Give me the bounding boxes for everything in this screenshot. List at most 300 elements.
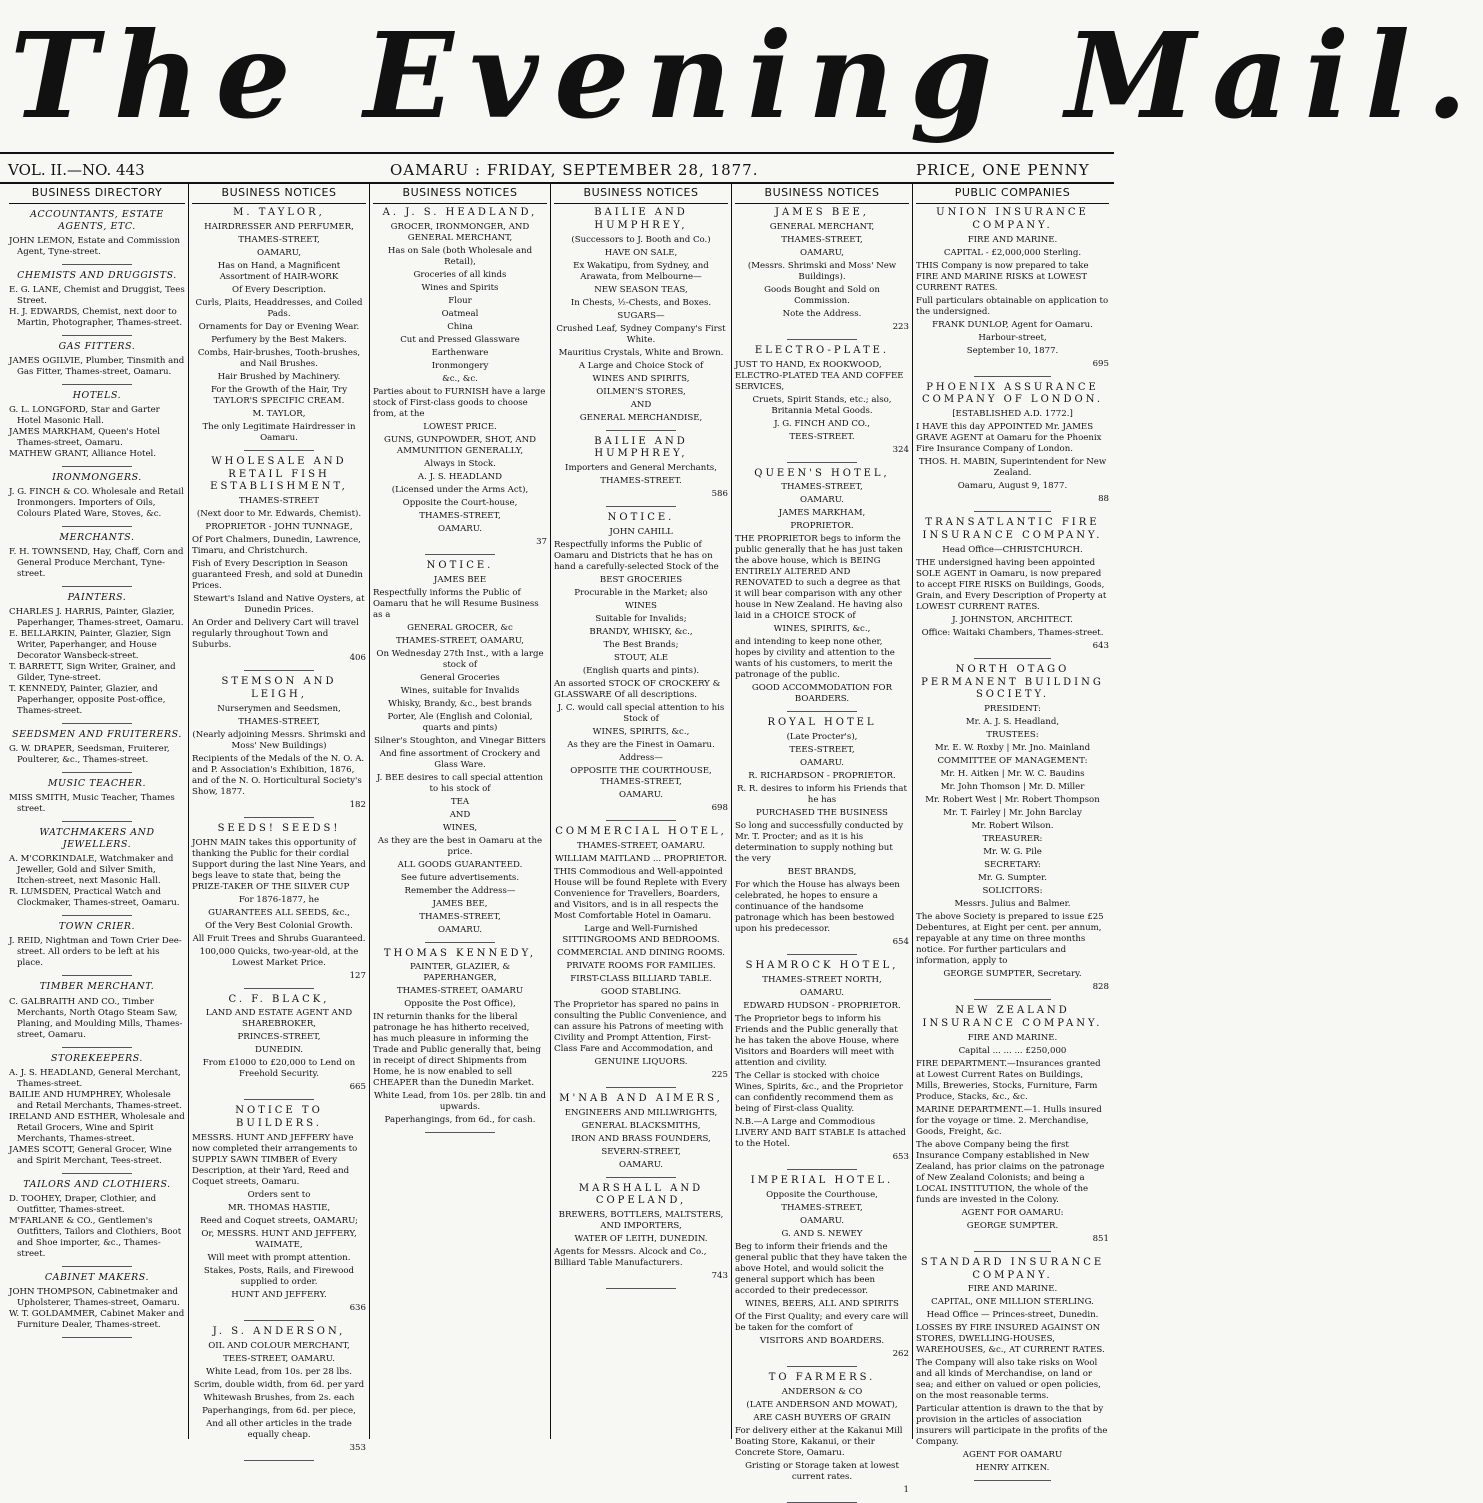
divider — [425, 554, 495, 555]
advertisement-line: AND — [449, 809, 471, 820]
directory-entry: E. BELLARKIN, Painter, Glazier, Sign Writer, Paperhanger, and House Decorator Wansbeck-street. — [9, 629, 172, 662]
advertisement-title: STANDARD INSURANCE COMPANY. — [920, 1256, 1105, 1281]
advertisement-line: Gristing or Storage taken at lowest current rates. — [745, 1460, 899, 1482]
advertisement-title: JAMES BEE, — [775, 207, 869, 219]
advertisement-line: BEST GROCERIES — [599, 575, 683, 586]
columns — [6, 184, 1112, 1495]
advertisement-line: J. C. would call special attention to his Stock of — [557, 703, 725, 725]
directory-section — [9, 1179, 185, 1260]
divider — [62, 723, 132, 724]
advertisement-line: JAMES BEE — [433, 574, 487, 585]
directory-entry: G. W. DRAPER, Seedsman, Fruiterer, Poulterer, &c., Thames-street. — [9, 744, 170, 766]
advertisement-line: BRANDY, WHISKY, &c., — [589, 627, 693, 638]
directory-section — [9, 532, 185, 580]
directory-entry: M'FARLANE & CO., Gentlemen's Outfitters, Tailors and Clothiers, Boot and Shoe importer, &c., Thames-street. — [9, 1215, 182, 1259]
directory-entry: W. T. GOLDAMMER, Cabinet Maker and Furniture Dealer, Thames-street. — [9, 1308, 185, 1330]
advertisement-line: Paperhangings, from 6d., for cash. — [384, 1115, 536, 1126]
advertisement-line: Has on Sale (both Wholesale and Retail), — [387, 245, 533, 267]
directory-section-title: STOREKEEPERS. — [50, 1052, 144, 1064]
advertisement-line: White Lead, from 10s. per 28lb. tin and upwards. — [373, 1091, 547, 1113]
advertisement-line: Always in Stock. — [424, 458, 496, 469]
directory-section — [9, 209, 185, 258]
advertisement-line: GEORGE SUMPTER. — [966, 1220, 1059, 1231]
advertisement-line: Parties about to FURNISH have a large stock of First-class goods to choose from, at the — [373, 386, 546, 419]
advertisement-line: WINES — [625, 601, 657, 612]
directory-section — [9, 827, 185, 909]
advertisement-line: M. TAYLOR, — [252, 408, 306, 419]
advertisement-line: Silner's Stoughton, and Vinegar Bitters — [374, 735, 546, 746]
advertisement-line: Ex Wakatipu, from Sydney, and Arawata, from Melbourne— — [573, 260, 709, 282]
divider — [606, 820, 676, 821]
advertisement-line: The Company will also take risks on Wool and all kinds of Merchandise, on land or sea; and either on valued or open policies, on the most reasonable terms. — [916, 1358, 1101, 1402]
divider — [787, 339, 857, 340]
column-business-notices-2 — [370, 184, 551, 1439]
advertisement-line: As they are the best in Oamaru at the price. — [377, 835, 543, 857]
advertisement-line: THIS Company is now prepared to take FIRE AND MARINE RISKS at LOWEST CURRENT RATES. — [916, 260, 1089, 293]
advertisement-line: WATER OF LEITH, DUNEDIN. — [574, 1234, 708, 1245]
advertisement-title: BAILIE AND HUMPHREY, — [594, 435, 688, 460]
divider — [62, 915, 132, 916]
advertisement-line: PROPRIETOR - JOHN TUNNAGE, — [205, 522, 353, 533]
advertisement-line: The Cellar is stocked with choice Wines, Spirits, &c., and the Proprietor can confidently recommend them as being of First-class Quality. — [735, 1071, 903, 1115]
advertisement-line: So long and successfully conducted by Mr. T. Procter; and as it is his determination to supply nothing but the very — [735, 821, 904, 865]
advertisement-line: Oamaru, August 9, 1877. — [957, 481, 1068, 492]
advertisement-line: HENRY AITKEN. — [975, 1463, 1050, 1474]
advertisement-title: SEEDS! SEEDS! — [217, 822, 341, 834]
directory-entry: BAILIE AND HUMPHREY, Wholesale and Retail Merchants, Thames-street. — [9, 1089, 182, 1111]
advertisement-line: GENERAL MERCHANDISE, — [579, 412, 703, 423]
advertisement-line: THAMES-STREET NORTH, — [762, 975, 882, 986]
advertisement-line: Cruets, Spirit Stands, etc.; also, Britannia Metal Goods. — [752, 394, 892, 416]
issue-date: OAMARU : FRIDAY, SEPTEMBER 28, 1877. — [390, 161, 759, 179]
directory-entry: C. GALBRAITH AND CO., Timber Merchants, North Otago Steam Saw, Planing, and Moulding Mills, Thames-street, Oamaru. — [9, 996, 183, 1040]
advertisement-line: WINES, SPIRITS, &c., — [592, 727, 690, 738]
advertisement-line: FIRE AND MARINE. — [967, 1284, 1058, 1295]
advertisement-line: Suitable for Invalids; — [595, 614, 687, 625]
advertisement-line: NEW SEASON TEAS, — [594, 284, 688, 295]
advertisement-title: MARSHALL AND COPELAND, — [578, 1182, 704, 1207]
advertisement-line: Combs, Hair-brushes, Tooth-brushes, and Nail Brushes. — [197, 347, 361, 369]
advertisement-line: [ESTABLISHED A.D. 1772.] — [952, 409, 1073, 420]
advertisement-line: THAMES-STREET, — [781, 482, 863, 493]
advertisement-line: Office: Waitaki Chambers, Thames-street. — [921, 627, 1104, 638]
advertisement-line: BEST BRANDS, — [787, 867, 857, 878]
directory-section — [9, 778, 185, 815]
advertisement — [916, 1005, 1109, 1245]
advertisement-line: THAMES-STREET, OAMARU, — [395, 635, 525, 646]
divider — [62, 384, 132, 385]
advertisement-line: PROPRIETOR. — [790, 521, 854, 532]
advertisement-line: THIS Commodious and Well-appointed House will be found Replete with Every Convenience for Travellers, Boarders, and Visitors, and is in all respects the Most Comfortable Hotel in Oamaru. — [554, 866, 727, 921]
advertisement-line: PRINCES-STREET, — [237, 1032, 321, 1043]
advertisement-line: TEES-STREET, OAMARU. — [223, 1353, 335, 1364]
advertisement-line: In Chests, ½-Chests, and Boxes. — [570, 297, 712, 308]
advertisement-number: 828 — [1092, 982, 1109, 993]
advertisement-line: WILLIAM MAITLAND ... PROPRIETOR. — [554, 853, 728, 864]
advertisement — [554, 826, 728, 1081]
directory-section — [9, 592, 185, 717]
advertisement-line: (Licensed under the Arms Act), — [391, 484, 529, 495]
advertisement-line: (Successors to J. Booth and Co.) — [571, 234, 711, 245]
advertisement-line: OILMEN'S STORES, — [596, 386, 686, 397]
column-heading: PUBLIC COMPANIES — [916, 184, 1109, 204]
advertisement — [735, 207, 909, 333]
advertisement — [735, 345, 909, 456]
advertisement-line: SEVERN-STREET, — [601, 1146, 681, 1157]
advertisement-line: General Groceries — [420, 672, 500, 683]
advertisement-line: Wines, suitable for Invalids — [400, 685, 520, 696]
column-heading: BUSINESS NOTICES — [192, 184, 366, 204]
advertisement-line: Ironmongery — [431, 360, 489, 371]
advertisement-line: Head Office—CHRISTCHURCH. — [942, 544, 1083, 555]
advertisement-line: The above Society is prepared to issue £25 Debentures, at Eight per cent. per annum, repayable at any time on three months notice. For further particulars and information, apply to — [916, 912, 1104, 967]
column-heading: BUSINESS NOTICES — [373, 184, 547, 204]
advertisement — [373, 207, 547, 548]
directory-section — [9, 921, 185, 969]
advertisement-line: For 1876-1877, he — [238, 894, 320, 905]
divider — [62, 1047, 132, 1048]
advertisement-line: OIL AND COLOUR MERCHANT, — [208, 1340, 350, 1351]
divider — [244, 1099, 314, 1100]
advertisement-line: Mr. W. G. Pile — [983, 847, 1042, 858]
advertisement-number: 636 — [349, 1303, 366, 1314]
advertisement — [192, 1105, 366, 1314]
advertisement — [735, 717, 909, 948]
advertisement-line: Opposite the Post Office), — [404, 999, 516, 1010]
directory-section-title: TIMBER MERCHANT. — [39, 981, 155, 993]
advertisement-line: Crushed Leaf, Sydney Company's First White. — [556, 323, 726, 345]
advertisement-line: The Best Brands; — [603, 640, 679, 651]
masthead — [0, 0, 1483, 152]
advertisement — [916, 382, 1109, 506]
advertisement-line: Large and Well-Furnished SITTINGROOMS AND BEDROOMS. — [562, 923, 720, 945]
directory-section — [9, 981, 185, 1040]
advertisement-line: MR. THOMAS HASTIE, — [227, 1203, 331, 1214]
advertisement-line: (Next door to Mr. Edwards, Chemist). — [196, 509, 362, 520]
advertisement-line: AGENT FOR OAMARU: — [961, 1207, 1064, 1218]
advertisement-line: WINES, BEERS, ALL AND SPIRITS — [745, 1298, 899, 1309]
advertisement — [373, 560, 547, 936]
advertisement-line: OAMARU. — [800, 495, 844, 506]
advertisement-line: See future advertisements. — [400, 872, 520, 883]
advertisement-line: JUST TO HAND, Ex ROOKWOOD, ELECTRO-PLATED TEA AND COFFEE SERVICES, — [735, 359, 904, 392]
advertisement-line: (LATE ANDERSON AND MOWAT), — [746, 1399, 898, 1410]
advertisement-line: GOOD STABLING. — [600, 986, 682, 997]
advertisement-line: OAMARU. — [800, 988, 844, 999]
advertisement-line: TEA — [450, 796, 470, 807]
column-business-notices-4 — [732, 184, 913, 1495]
advertisement-line: HUNT AND JEFFERY. — [231, 1290, 327, 1301]
advertisement-line: Scrim, double width, from 6d. per yard — [193, 1379, 365, 1390]
advertisement-line: Earthenware — [431, 347, 489, 358]
directory-section-title: WATCHMAKERS AND JEWELLERS. — [39, 827, 155, 851]
advertisement — [554, 1093, 728, 1171]
advertisement-line: OAMARU, — [257, 247, 301, 258]
advertisement-number: 324 — [892, 444, 909, 455]
advertisement-line: Mauritius Crystals, White and Brown. — [558, 347, 724, 358]
divider — [606, 430, 676, 431]
advertisement — [192, 994, 366, 1094]
advertisement-line: Particular attention is drawn to the that by provision in the articles of association insurers will participate in the profits of the Company. — [916, 1404, 1108, 1448]
advertisement — [916, 1257, 1109, 1475]
divider — [62, 466, 132, 467]
advertisement-line: R. RICHARDSON - PROPRIETOR. — [748, 771, 896, 782]
advertisement-number: 743 — [711, 1271, 728, 1282]
advertisement-line: THE PROPRIETOR begs to inform the public generally that he has just taken the above house, which is BEING ENTIRELY ALTERED AND RENOVATED to such a degree as that it will bear comparison with any other house in New Zealand. He having also laid in a CHOICE STOCK of — [735, 534, 903, 622]
divider — [62, 772, 132, 773]
directory-entry: A. M'CORKINDALE, Watchmaker and Jeweller, Gold and Silver Smith, Itchen-street, next Masonic Hall. — [9, 854, 174, 887]
advertisement-line: Hair Brushed by Machinery. — [217, 371, 341, 382]
advertisement-line: As they are the Finest in Oamaru. — [567, 740, 715, 751]
advertisement — [916, 207, 1109, 370]
advertisement-title: TRANSATLANTIC FIRE INSURANCE COMPANY. — [922, 517, 1103, 542]
advertisement-line: Reed and Coquet streets, OAMARU; — [200, 1216, 358, 1227]
advertisement-line: GROCER, IRONMONGER, AND GENERAL MERCHANT, — [390, 221, 530, 243]
advertisement-line: Mr. Robert West | Mr. Robert Thompson — [925, 795, 1100, 806]
advertisement-title: WHOLESALE AND RETAIL FISH ESTABLISHMENT, — [210, 455, 348, 493]
advertisement-line: China — [447, 321, 473, 332]
advertisement-line: Mr. H. Aitken | Mr. W. C. Baudins — [940, 769, 1085, 780]
advertisement-line: J. JOHNSTON, ARCHITECT. — [952, 614, 1073, 625]
advertisement-line: CAPITAL - £2,000,000 Sterling. — [943, 247, 1082, 258]
directory-section-title: ACCOUNTANTS, ESTATE AGENTS, ETC. — [30, 209, 164, 233]
advertisement-title: COMMERCIAL HOTEL, — [555, 826, 727, 838]
advertisement-title: NOTICE TO BUILDERS. — [235, 1105, 323, 1130]
advertisement-line: On Wednesday 27th Inst., with a large stock of — [376, 648, 544, 670]
advertisement-title: BAILIE AND HUMPHREY, — [594, 207, 688, 231]
advertisement-line: VISITORS AND BOARDERS. — [759, 1335, 885, 1346]
column-business-notices-3 — [551, 184, 732, 1439]
advertisement-line: FIRE AND MARINE. — [967, 1032, 1058, 1043]
advertisement-line: Orders sent to — [247, 1190, 311, 1201]
advertisement-number: 643 — [1092, 640, 1109, 651]
advertisement-line: Mr. A. J. S. Headland, — [965, 717, 1060, 728]
advertisement — [735, 468, 909, 706]
advertisement-line: TEES-STREET. — [789, 431, 855, 442]
column-heading: BUSINESS NOTICES — [554, 184, 728, 204]
advertisement-number: 37 — [536, 536, 547, 547]
advertisement-line: Paperhangings, from 6d. per piece, — [202, 1405, 356, 1416]
divider — [974, 376, 1051, 377]
directory-entry: MISS SMITH, Music Teacher, Thames street. — [9, 793, 175, 815]
advertisement-line: N.B.—A Large and Commodious LIVERY AND BAIT STABLE Is attached to the Hotel. — [735, 1117, 906, 1150]
advertisement-line: WINES AND SPIRITS, — [592, 373, 690, 384]
advertisement-line: JOHN MAIN takes this opportunity of thanking the Public for their cordial Support during the last Nine Years, and begs leave to state that, being the PRIZE-TAKER OF THE SILVER CUP — [192, 837, 366, 892]
advertisement-line: 100,000 Quicks, two-year-old, at the Lowest Market Price. — [199, 946, 359, 968]
divider — [244, 450, 314, 451]
advertisement — [554, 436, 728, 501]
advertisement-line: (Late Procter's), — [786, 732, 858, 743]
divider — [62, 1337, 132, 1338]
directory-section — [9, 1053, 185, 1167]
advertisement-number: 353 — [349, 1442, 366, 1453]
advertisement-number: 223 — [892, 321, 909, 332]
price: PRICE, ONE PENNY — [916, 161, 1090, 179]
divider — [787, 462, 857, 463]
advertisement-line: THAMES-STREET, OAMARU — [396, 986, 524, 997]
advertisement-line: Mr. T. Fairley | Mr. John Barclay — [943, 808, 1082, 819]
advertisement-number: 665 — [349, 1082, 366, 1093]
column-business-directory — [6, 184, 189, 1439]
advertisement-line: For the Growth of the Hair, Try TAYLOR'S SPECIFIC CREAM. — [210, 384, 348, 406]
advertisement-title: IMPERIAL HOTEL. — [750, 1175, 894, 1187]
advertisement-line: Respectfully informs the Public of Oamaru that he will Resume Business as a — [373, 587, 539, 620]
advertisement-line: OAMARU. — [438, 924, 482, 935]
masthead-rule — [0, 152, 1114, 154]
advertisement-line: AND — [630, 399, 652, 410]
advertisement-line: PRIVATE ROOMS FOR FAMILIES. — [566, 960, 716, 971]
divider — [787, 1366, 857, 1367]
directory-entry: JAMES MARKHAM, Queen's Hotel Thames-street, Oamaru. — [9, 427, 160, 449]
divider — [244, 1320, 314, 1321]
advertisement — [735, 1175, 909, 1360]
advertisement-line: AGENT FOR OAMARU — [962, 1450, 1063, 1461]
advertisement-line: The Proprietor has spared no pains in consulting the Public Convenience, and can assure his Patrons of meeting with Civility and Prompt Attention, First-Class Fare and Accommodation, and — [554, 999, 727, 1054]
advertisement-line: The Proprietor begs to inform his Friends and the Public generally that he has taken the above House, where Visitors and Boarders will meet with attention and civility. — [735, 1014, 899, 1069]
advertisement-line: THAMES-STREET, — [419, 510, 501, 521]
advertisement-line: Messrs. Julius and Balmer. — [954, 899, 1071, 910]
advertisement-line: OAMARU. — [438, 523, 482, 534]
advertisement-line: LAND AND ESTATE AGENT AND SHAREBROKER, — [205, 1008, 353, 1030]
advertisement-line: Whisky, Brandy, &c., best brands — [388, 698, 532, 709]
advertisement — [916, 517, 1109, 652]
directory-entry: D. TOOHEY, Draper, Clothier, and Outfitter, Thames-street. — [9, 1193, 157, 1215]
volume-number: VOL. II.—NO. 443 — [8, 161, 145, 179]
advertisement-line: For which the House has always been celebrated, he hopes to ensure a continuance of the handsome patronage which has been bestowed upon his predecessor. — [735, 880, 900, 935]
directory-entry: IRELAND AND ESTHER, Wholesale and Retail Grocers, Wine and Spirit Merchants, Thames-street. — [9, 1111, 185, 1144]
advertisement-line: MARINE DEPARTMENT.—1. Hulls insured for the voyage or time. 2. Merchandise, Goods, Freight, &c. — [916, 1104, 1102, 1137]
column-heading: BUSINESS DIRECTORY — [9, 184, 185, 204]
divider — [974, 511, 1051, 512]
directory-section-title: MUSIC TEACHER. — [47, 778, 147, 790]
advertisement-line: An assorted STOCK OF CROCKERY & GLASSWARE Of all descriptions. — [554, 679, 721, 701]
divider — [244, 1460, 314, 1461]
advertisement-line: THAMES-STREET, — [781, 1202, 863, 1213]
advertisement-line: FIRST-CLASS BILLIARD TABLE. — [570, 973, 712, 984]
directory-section-title: CHEMISTS AND DRUGGISTS. — [17, 270, 177, 282]
advertisement-line: Of Every Description. — [231, 284, 327, 295]
advertisement-line: All Fruit Trees and Shrubs Guaranteed. — [192, 933, 366, 944]
advertisement — [192, 207, 366, 444]
advertisement-line: OAMARU. — [619, 1159, 663, 1170]
directory-entry: JAMES SCOTT, General Grocer, Wine and Spirit Merchant, Tees-street. — [9, 1144, 172, 1166]
divider — [787, 954, 857, 955]
advertisement-line: ARE CASH BUYERS OF GRAIN — [753, 1412, 891, 1423]
advertisement-line: Mr. Robert Wilson. — [971, 821, 1054, 832]
advertisement-number: 851 — [1092, 1233, 1109, 1244]
directory-section-title: SEEDSMEN AND FRUITERERS. — [12, 729, 182, 741]
advertisement-number: 654 — [892, 937, 909, 948]
divider — [606, 506, 676, 507]
divider — [244, 670, 314, 671]
advertisement-title: A. J. S. HEADLAND, — [382, 207, 538, 219]
advertisement-line: Capital ... ... ... £250,000 — [958, 1045, 1067, 1056]
advertisement-line: R. R. desires to inform his Friends that he has — [736, 784, 907, 806]
advertisement-line: Note the Address. — [782, 308, 862, 319]
advertisement-line: THAMES-STREET — [239, 496, 319, 507]
advertisement-line: OAMARU. — [619, 790, 663, 801]
advertisement-line: I HAVE this day APPOINTED Mr. JAMES GRAVE AGENT at Oamaru for the Phoenix Fire Insurance Company of London. — [916, 422, 1102, 455]
advertisement-number: 653 — [892, 1152, 909, 1163]
directory-entry: CHARLES J. HARRIS, Painter, Glazier, Paperhanger, Thames-street, Oamaru. — [9, 607, 184, 629]
directory-section-title: IRONMONGERS. — [52, 472, 142, 484]
divider — [787, 711, 857, 712]
advertisement-line: ALL GOODS GUARANTEED. — [397, 859, 523, 870]
advertisement-line: THE undersigned having been appointed SOLE AGENT in Oamaru, is now prepared to accept FIRE RISKS on Buildings, Goods, Grain, and Every Description of Property at LOWEST CURRENT RATES. — [916, 557, 1107, 612]
advertisement-line: Importers and General Merchants, — [565, 463, 717, 474]
advertisement-line: GENUINE LIQUORS. — [594, 1056, 688, 1067]
directory-entry: R. LUMSDEN, Practical Watch and Clockmaker, Thames-street, Oamaru. — [9, 887, 180, 909]
advertisement-title: QUEEN'S HOTEL, — [754, 467, 890, 479]
advertisement-title: THOMAS KENNEDY, — [383, 947, 537, 959]
advertisement-line: Mr. G. Sumpter. — [978, 873, 1047, 884]
divider — [62, 335, 132, 336]
advertisement-line: THAMES-STREET. — [600, 476, 682, 487]
advertisement-line: OAMARU. — [800, 1215, 844, 1226]
advertisement-line: Beg to inform their friends and the general public that they have taken the above Hotel, and would solicit the general support which has been accorded to their predecessor. — [735, 1241, 907, 1296]
advertisement-line: SUGARS— — [617, 310, 665, 321]
divider — [62, 1173, 132, 1174]
advertisement-line: Mr. John Thomson | Mr. D. Miller — [940, 782, 1085, 793]
masthead-title: The Evening Mail. — [10, 6, 1483, 145]
advertisement-number: 225 — [711, 1069, 728, 1080]
advertisement — [554, 207, 728, 424]
directory-entry: JAMES OGILVIE, Plumber, Tinsmith and Gas Fitter, Thames-street, Oamaru. — [9, 356, 185, 378]
advertisement-line: SOLICITORS: — [982, 886, 1043, 897]
divider — [974, 999, 1051, 1000]
advertisement-line: Ornaments for Day or Evening Wear. — [198, 321, 360, 332]
advertisement-line: TRUSTEES: — [986, 730, 1039, 741]
advertisement-line: Recipients of the Medals of the N. O. A. and P. Association's Exhibition, 1876, and of the N. O. Horticultural Society's Show, 1877. — [192, 753, 365, 797]
advertisement-line: Mr. E. W. Roxby | Mr. Jno. Mainland — [934, 743, 1091, 754]
advertisement-line: OAMARU. — [800, 758, 844, 769]
advertisement-line: Perfumery by the Best Makers. — [211, 334, 347, 345]
advertisement-line: GUNS, GUNPOWDER, SHOT, AND AMMUNITION GENERALLY, — [383, 434, 537, 456]
advertisement-line: Or, MESSRS. HUNT AND JEFFERY, WAIMATE, — [201, 1229, 357, 1251]
directory-entry: J. REID, Nightman and Town Crier Dee-street. All orders to be left at his place. — [9, 936, 182, 969]
advertisement-line: ENGINEERS AND MILLWRIGHTS, — [564, 1107, 718, 1118]
directory-entry: T. KENNEDY, Painter, Glazier, and Paperhanger, opposite Post-office, Thames-street. — [9, 684, 166, 717]
advertisement-line: PURCHASED THE BUSINESS — [756, 808, 888, 819]
directory-entry: J. G. FINCH & CO. Wholesale and Retail Ironmongers. Importers of Oils, Colours Plated Ware, Stoves, &c. — [9, 487, 184, 520]
advertisement-title: NOTICE. — [607, 512, 675, 524]
advertisement-title: NORTH OTAGO PERMANENT BUILDING SOCIETY. — [921, 663, 1104, 701]
directory-section-title: MERCHANTS. — [59, 532, 135, 544]
advertisement-line: G. AND S. NEWEY — [781, 1228, 863, 1239]
advertisement-line: GOOD ACCOMMODATION FOR BOARDERS. — [751, 683, 893, 705]
advertisement-title: SHAMROCK HOTEL, — [745, 960, 899, 972]
column-public-companies — [913, 184, 1112, 1474]
advertisement-line: WINES, — [442, 822, 478, 833]
advertisement-title: NOTICE. — [426, 559, 494, 571]
directory-entry: MATHEW GRANT, Alliance Hotel. — [9, 449, 157, 460]
advertisement-line: Goods Bought and Sold on Commission. — [764, 284, 880, 306]
advertisement-line: Porter, Ale (English and Colonial, quarts and pints) — [387, 711, 533, 733]
directory-entry: H. J. EDWARDS, Chemist, next door to Martin, Photographer, Thames-street. — [9, 307, 183, 329]
advertisement-line: COMMERCIAL AND DINING ROOMS. — [557, 947, 725, 958]
advertisement-line: Respectfully informs the Public of Oamaru and Districts that he has on hand a carefully-selected Stock of the — [554, 540, 719, 573]
advertisement-number: 586 — [711, 489, 728, 500]
advertisement-line: STOUT, ALE — [613, 653, 669, 664]
directory-section — [9, 270, 185, 329]
advertisement-line: Full particulars obtainable on application to the undersigned. — [916, 295, 1109, 317]
advertisement-line: IN returnin thanks for the liberal patronage he has hitherto received, has much pleasure in informing the Trade and Public generally that, being in receipt of direct Shipments from Home, he is now enabled to sell CHEAPER than the Dunedin Market. — [373, 1012, 541, 1089]
directory-section-title: PAINTERS. — [67, 592, 127, 604]
advertisement-line: LOWEST PRICE. — [423, 421, 497, 432]
advertisement-line: PAINTER, GLAZIER, & PAPERHANGER, — [409, 962, 511, 984]
advertisement — [192, 676, 366, 811]
advertisement — [554, 1183, 728, 1283]
